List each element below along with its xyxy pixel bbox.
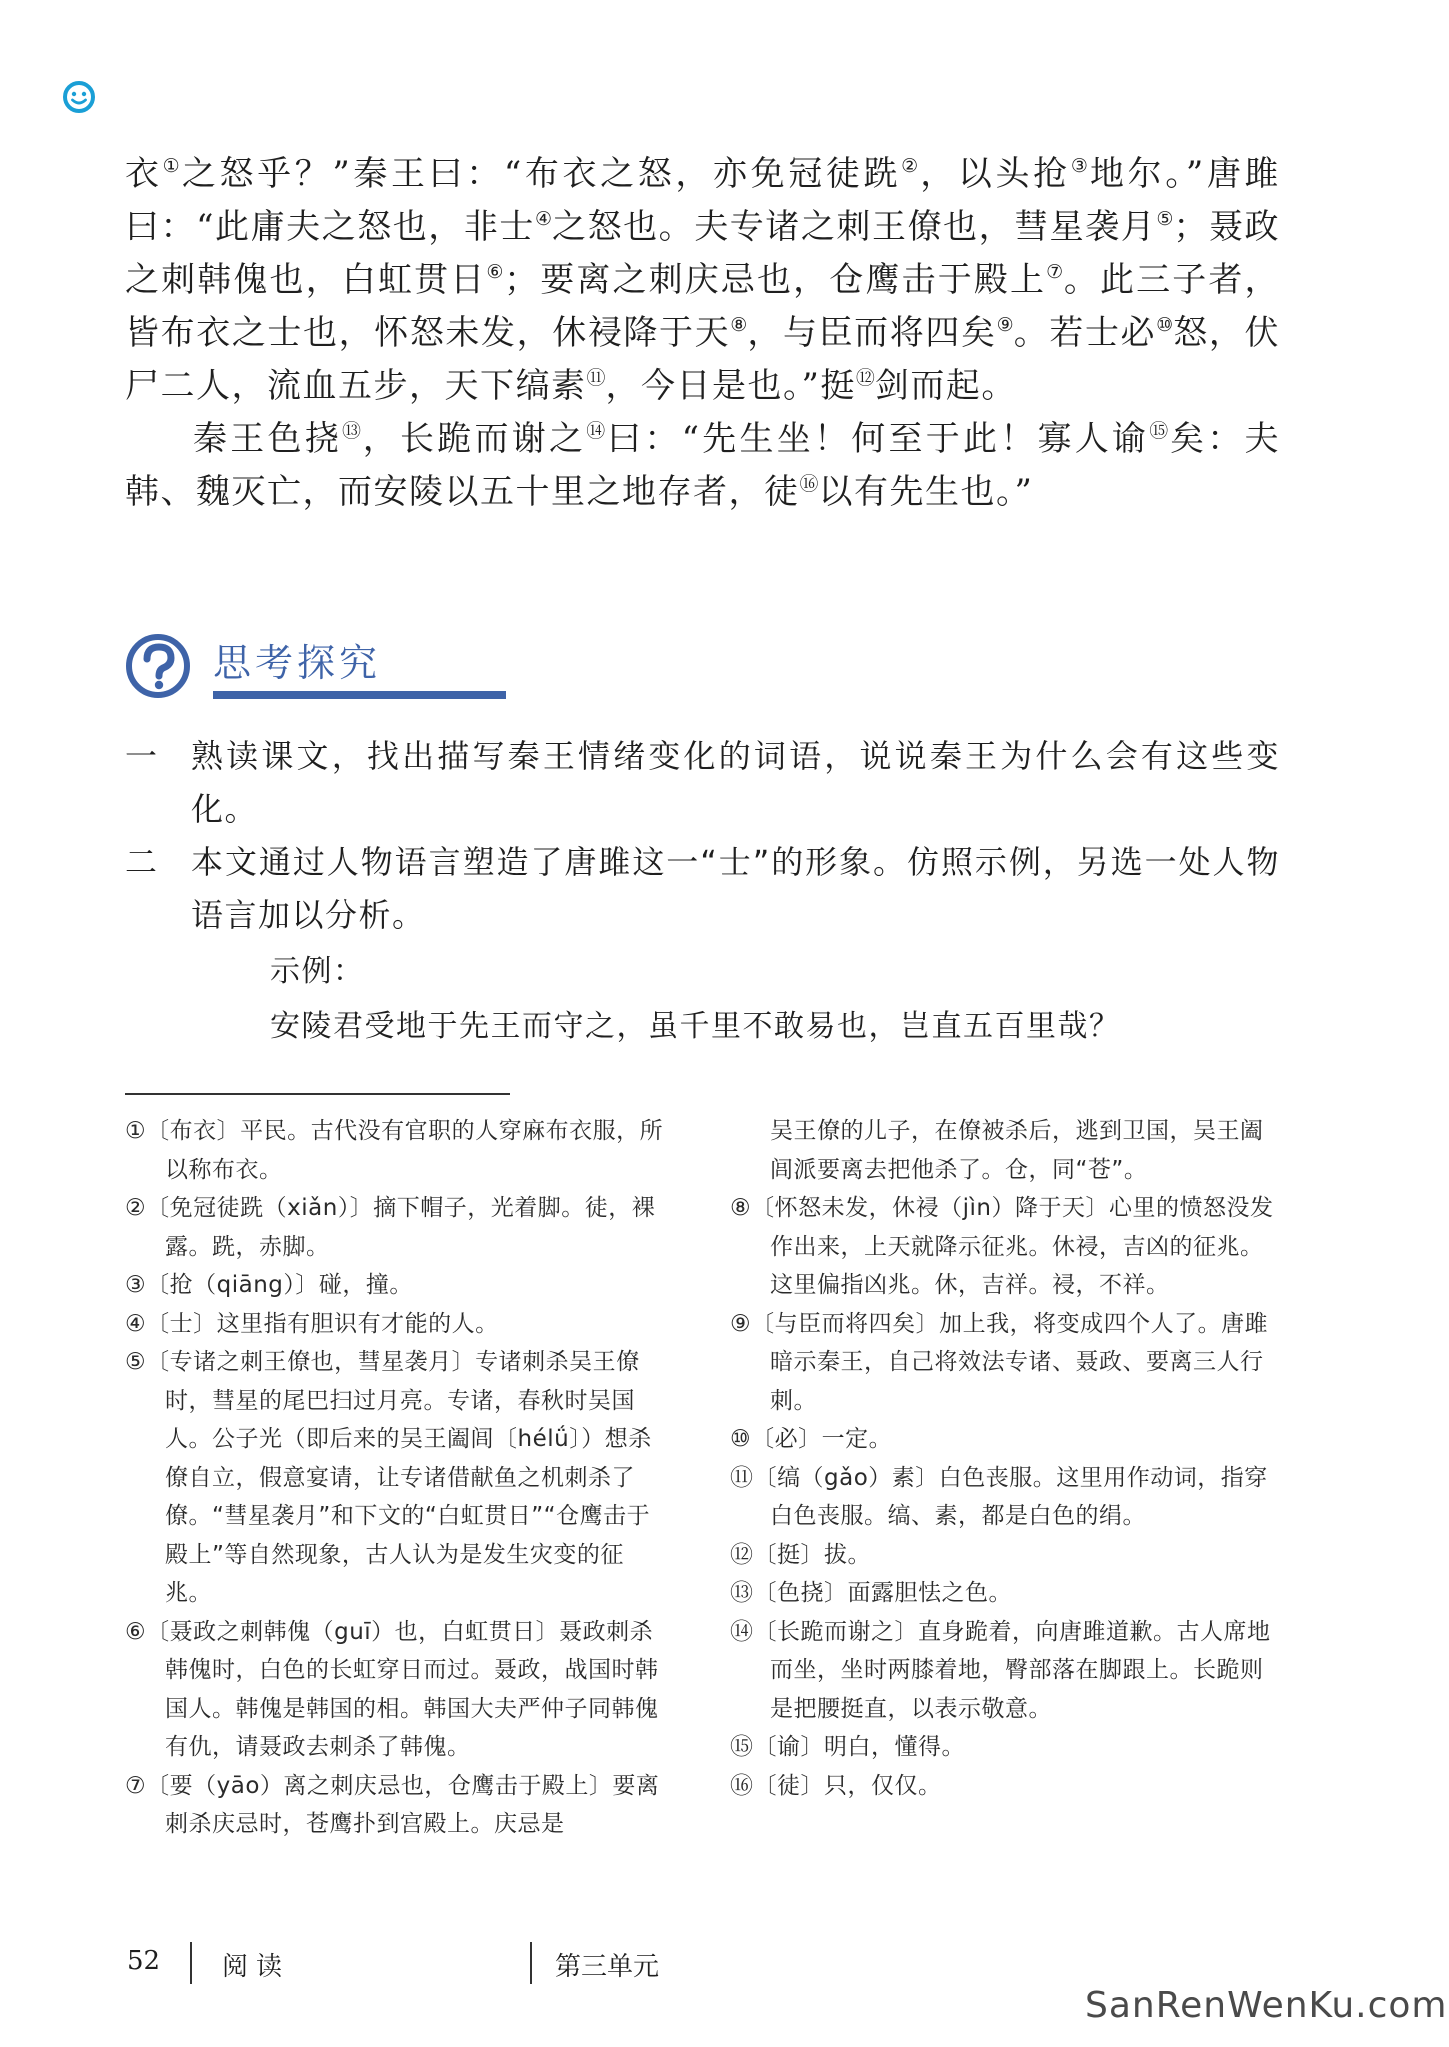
footnote-marker: ⑨ <box>996 314 1014 336</box>
passage-paragraph-1 <box>125 148 1280 413</box>
footer-divider <box>190 1942 192 1984</box>
footnote-marker: ⑮ <box>1149 420 1170 442</box>
footnote-marker: ⑧ <box>730 314 748 336</box>
footer-section-label: 阅读 <box>222 1952 291 1982</box>
footnote: ⑯〔徒〕只，仅仅。 <box>730 1772 942 1799</box>
example-text: 安陵君受地于先王而守之，虽千里不敢易也，岂直五百里哉？ <box>270 1009 1121 1044</box>
footnote-marker: ⑪ <box>586 367 606 389</box>
passage-text: ，与臣而将四矣 <box>747 313 997 353</box>
footnote: ⑩〔必〕一定。 <box>730 1426 893 1452</box>
passage-text: 曰：“先生坐！何至于此！寡人谕 <box>607 419 1150 459</box>
smiley-icon <box>62 80 96 114</box>
footnote-marker: ② <box>901 155 921 177</box>
question-text: 本文通过人物语言塑造了唐雎这一“士”的形象。仿照示例，另选一处人物语言加以分析。 <box>191 843 1280 934</box>
passage-text: ；要离之刺庆忌也，仓鹰击于殿上 <box>504 260 1047 300</box>
passage-paragraph-2 <box>125 413 1280 519</box>
footnote-marker: ④ <box>534 208 553 230</box>
example-label: 示例： <box>270 954 365 989</box>
footnote-marker: ⑬ <box>342 420 363 442</box>
question-number: 二 <box>125 843 159 881</box>
footnote-divider <box>125 1093 510 1095</box>
passage-text: 衣 <box>125 154 163 194</box>
question-mark-icon <box>125 633 191 699</box>
passage-text: 之怒也。夫专诸之刺王僚也，彗星袭月 <box>552 207 1157 247</box>
footnote: 吴王僚的儿子，在僚被杀后，逃到卫国，吴王阖闾派要离去把他杀了。仓，同“苍”。 <box>770 1118 1264 1183</box>
footnote: ⑬〔色挠〕面露胆怯之色。 <box>730 1580 1012 1606</box>
passage-text: 矣：夫韩、魏灭亡，而安陵以五十里之地存者，徒 <box>125 419 1281 512</box>
footnote: ②〔免冠徒跣（xiǎn）〕摘下帽子，光着脚。徒，裸露。跣，赤脚。 <box>125 1195 656 1260</box>
passage <box>125 148 1280 519</box>
footnote: ④〔士〕这里指有胆识有才能的人。 <box>125 1310 499 1337</box>
footer-divider <box>530 1942 532 1984</box>
watermark: SanRenWenKu.com <box>1085 1985 1448 2026</box>
passage-text: 秦王色挠 <box>193 419 343 459</box>
passage-text: ；聂政之刺韩傀也，白虹贯日 <box>125 207 1280 300</box>
passage-text: 以有先生也。” <box>818 472 1034 512</box>
footnote: ⑧〔怀怒未发，休祲（jìn）降于天〕心里的愤怒没发作出来，上天就降示征兆。休祲，吉凶的征兆。这里偏指凶兆。休，吉祥。祲，不祥。 <box>730 1195 1274 1298</box>
question-1 <box>125 730 1280 836</box>
footnote-marker: ⑭ <box>586 420 608 442</box>
passage-text: 。此三子者，皆布衣之士也，怀怒未发，休祲降于天 <box>125 260 1281 353</box>
questions <box>125 730 1280 1054</box>
footnote-marker: ③ <box>1070 155 1090 177</box>
example-block <box>270 944 1280 1054</box>
passage-text: 之怒乎？”秦王曰：“布衣之怒，亦免冠徒跣 <box>181 154 902 194</box>
passage-text: 地尔。”唐雎曰：“此庸夫之怒也，非士 <box>125 154 1281 247</box>
section-title-underline <box>213 691 506 699</box>
page-number: 52 <box>127 1946 161 1976</box>
footnote-marker: ⑯ <box>799 473 819 495</box>
section-title: 思考探究 <box>213 641 382 685</box>
footnote: ⑫〔挺〕拔。 <box>730 1541 871 1568</box>
section-heading <box>125 628 385 708</box>
footnote-marker: ⑫ <box>855 367 875 389</box>
question-number: 一 <box>125 737 159 775</box>
passage-text: 怒，伏尸二人，流血五步，天下缟素 <box>125 313 1281 406</box>
passage-text: 剑而起。 <box>874 366 1017 406</box>
footnote: ⑪〔缟（gǎo）素〕白色丧服。这里用作动词，指穿白色丧服。缟、素，都是白色的绢。 <box>730 1464 1268 1529</box>
footnote: ③〔抢（qiāng）〕碰，撞。 <box>125 1272 413 1298</box>
question-text: 熟读课文，找出描写秦王情绪变化的词语，说说秦王为什么会有这些变化。 <box>191 737 1280 828</box>
passage-text: ，长跪而谢之 <box>362 419 587 459</box>
footnote-marker: ⑦ <box>1046 261 1064 283</box>
footnote: ①〔布衣〕平民。古代没有官职的人穿麻布衣服，所以称布衣。 <box>125 1118 664 1183</box>
footnote-marker: ① <box>162 155 182 177</box>
footnote: ⑮〔谕〕明白，懂得。 <box>730 1734 965 1760</box>
footnote-marker: ⑤ <box>1156 208 1174 230</box>
footnotes-left-column <box>125 1112 670 1844</box>
footnotes-right-column <box>730 1112 1275 1805</box>
footnote: ⑨〔与臣而将四矣〕加上我，将变成四个人了。唐雎暗示秦王，自己将效法专诸、聂政、要离三人行刺。 <box>730 1310 1269 1414</box>
footer-unit-label: 第三单元 <box>555 1952 660 1982</box>
footnote: ⑦〔要（yāo）离之刺庆忌也，仓鹰击于殿上〕要离刺杀庆忌时，苍鹰扑到宫殿上。庆忌是 <box>125 1772 660 1837</box>
passage-text: ，今日是也。”挺 <box>605 366 856 406</box>
footnote: ⑤〔专诸之刺王僚也，彗星袭月〕专诸刺杀吴王僚时，彗星的尾巴扫过月亮。专诸，春秋时吴国人。公子光（即后来的吴王阖闾〔hélǘ〕）想杀僚自立，假意宴请，让专诸借献鱼之机刺杀了僚。“彗星袭月”和下文的“白虹贯日”“仓鹰击于殿上”等自然现象，古人认为是发生灾变的征兆。 <box>125 1349 652 1606</box>
footnote: ⑥〔聂政之刺韩傀（guī）也，白虹贯日〕聂政刺杀韩傀时，白色的长虹穿日而过。聂政，战国时韩国人。韩傀是韩国的相。韩国大夫严仲子同韩傀有仇，请聂政去刺杀了韩傀。 <box>125 1618 659 1760</box>
passage-text: ，以头抢 <box>920 154 1071 194</box>
footnote: ⑭〔长跪而谢之〕直身跪着，向唐雎道歉。古人席地而坐，坐时两膝着地，臀部落在脚跟上。长跪则是把腰挺直，以表示敬意。 <box>730 1618 1271 1722</box>
footnote-marker: ⑩ <box>1156 314 1174 336</box>
question-2 <box>125 836 1280 942</box>
footnote-marker: ⑥ <box>486 261 505 283</box>
passage-text: 。若士必 <box>1013 313 1157 353</box>
